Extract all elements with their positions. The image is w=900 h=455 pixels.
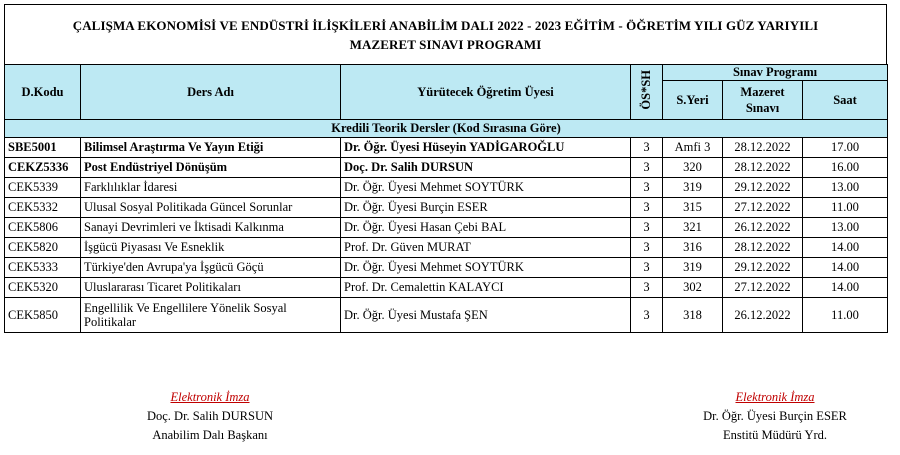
exam-room: Amfi 3 [663,138,723,158]
credit: 3 [631,238,663,258]
signer-name-left: Doç. Dr. Salih DURSUN [146,409,274,423]
instructor-name: Dr. Öğr. Üyesi Hüseyin YADİGAROĞLU [341,138,631,158]
credit: 3 [631,278,663,298]
exam-date: 27.12.2022 [723,198,803,218]
exam-time: 13.00 [803,218,888,238]
exam-date: 28.12.2022 [723,158,803,178]
exam-room: 315 [663,198,723,218]
table-row [5,178,888,198]
section-title: Kredili Teorik Dersler (Kod Sırasına Göre) [5,120,888,138]
exam-time: 16.00 [803,158,888,178]
course-code: CEK5850 [5,298,81,333]
section-row [5,120,888,138]
table-row [5,298,888,333]
credit: 3 [631,218,663,238]
exam-schedule-table [4,64,888,333]
instructor-name: Dr. Öğr. Üyesi Mehmet SOYTÜRK [341,258,631,278]
table-row [5,278,888,298]
table-row [5,238,888,258]
header-time: Saat [803,81,888,120]
exam-date: 26.12.2022 [723,298,803,333]
header-instructor: Yürütecek Öğretim Üyesi [341,65,631,120]
exam-room: 321 [663,218,723,238]
header-room: S.Yeri [663,81,723,120]
document-title: ÇALIŞMA EKONOMİSİ VE ENDÜSTRİ İLİŞKİLERİ ANABİLİM DALI 2022 - 2023 EĞİTİM - ÖĞRETİM YILI GÜZ YARIYILI [72,17,819,33]
exam-date: 27.12.2022 [723,278,803,298]
course-code: CEK5332 [5,198,81,218]
table-row [5,158,888,178]
table-row [5,198,888,218]
exam-time: 13.00 [803,178,888,198]
exam-time: 14.00 [803,238,888,258]
table-row [5,258,888,278]
instructor-name: Prof. Dr. Cemalettin KALAYCI [341,278,631,298]
course-code: CEK5320 [5,278,81,298]
instructor-name: Dr. Öğr. Üyesi Burçin ESER [341,198,631,218]
instructor-name: Dr. Öğr. Üyesi Mehmet SOYTÜRK [341,178,631,198]
exam-room: 316 [663,238,723,258]
credit: 3 [631,178,663,198]
exam-room: 319 [663,178,723,198]
exam-date: 28.12.2022 [723,238,803,258]
exam-date: 26.12.2022 [723,218,803,238]
table-row [5,218,888,238]
exam-room: 319 [663,258,723,278]
course-name: Ulusal Sosyal Politikada Güncel Sorunlar [81,198,341,218]
credit: 3 [631,158,663,178]
header-exam-program: Sınav Programı [663,65,888,81]
course-name: İşgücü Piyasası Ve Esneklik [81,238,341,258]
signature-right [680,388,870,445]
schedule-document [4,4,887,333]
instructor-name: Doç. Dr. Salih DURSUN [341,158,631,178]
exam-time: 11.00 [803,198,888,218]
exam-time: 14.00 [803,258,888,278]
course-code: CEK5820 [5,238,81,258]
credit: 3 [631,198,663,218]
exam-room: 318 [663,298,723,333]
header-credit-label: ÖS*SH [639,70,653,110]
instructor-name: Dr. Öğr. Üyesi Hasan Çebi BAL [341,218,631,238]
course-name: Engellilik Ve Engellilere Yönelik Sosyal Politikalar [81,298,341,333]
course-name: Bilimsel Araştırma Ve Yayın Etiği [81,138,341,158]
signer-role-right: Enstitü Müdürü Yrd. [722,428,828,442]
exam-date: 29.12.2022 [723,178,803,198]
instructor-name: Dr. Öğr. Üyesi Mustafa ŞEN [341,298,631,333]
course-code: CEK5333 [5,258,81,278]
course-name: Sanayi Devrimleri ve İktisadi Kalkınma [81,218,341,238]
header-credit [631,65,663,120]
signer-role-left: Anabilim Dalı Başkanı [152,428,268,442]
e-signature-label-left: Elektronik İmza [170,390,250,404]
header-makeup-exam: Mazeret Sınavı [723,81,803,120]
signature-left [130,388,290,445]
exam-time: 17.00 [803,138,888,158]
header-row-top [5,65,888,81]
credit: 3 [631,258,663,278]
title-block [4,4,887,64]
course-code: CEKZ5336 [5,158,81,178]
credit: 3 [631,138,663,158]
course-name: Farklılıklar İdaresi [81,178,341,198]
course-name: Post Endüstriyel Dönüşüm [81,158,341,178]
exam-room: 302 [663,278,723,298]
course-code: CEK5339 [5,178,81,198]
e-signature-label-right: Elektronik İmza [735,390,815,404]
credit: 3 [631,298,663,333]
course-code: CEK5806 [5,218,81,238]
exam-room: 320 [663,158,723,178]
table-row [5,138,888,158]
header-code: D.Kodu [5,65,81,120]
exam-date: 29.12.2022 [723,258,803,278]
document-subtitle: MAZERET SINAVI PROGRAMI [349,36,542,52]
course-code: SBE5001 [5,138,81,158]
signer-name-right: Dr. Öğr. Üyesi Burçin ESER [703,409,847,423]
instructor-name: Prof. Dr. Güven MURAT [341,238,631,258]
course-name: Uluslararası Ticaret Politikaları [81,278,341,298]
exam-time: 14.00 [803,278,888,298]
course-name: Türkiye'den Avrupa'ya İşgücü Göçü [81,258,341,278]
exam-time: 11.00 [803,298,888,333]
header-course: Ders Adı [81,65,341,120]
exam-date: 28.12.2022 [723,138,803,158]
